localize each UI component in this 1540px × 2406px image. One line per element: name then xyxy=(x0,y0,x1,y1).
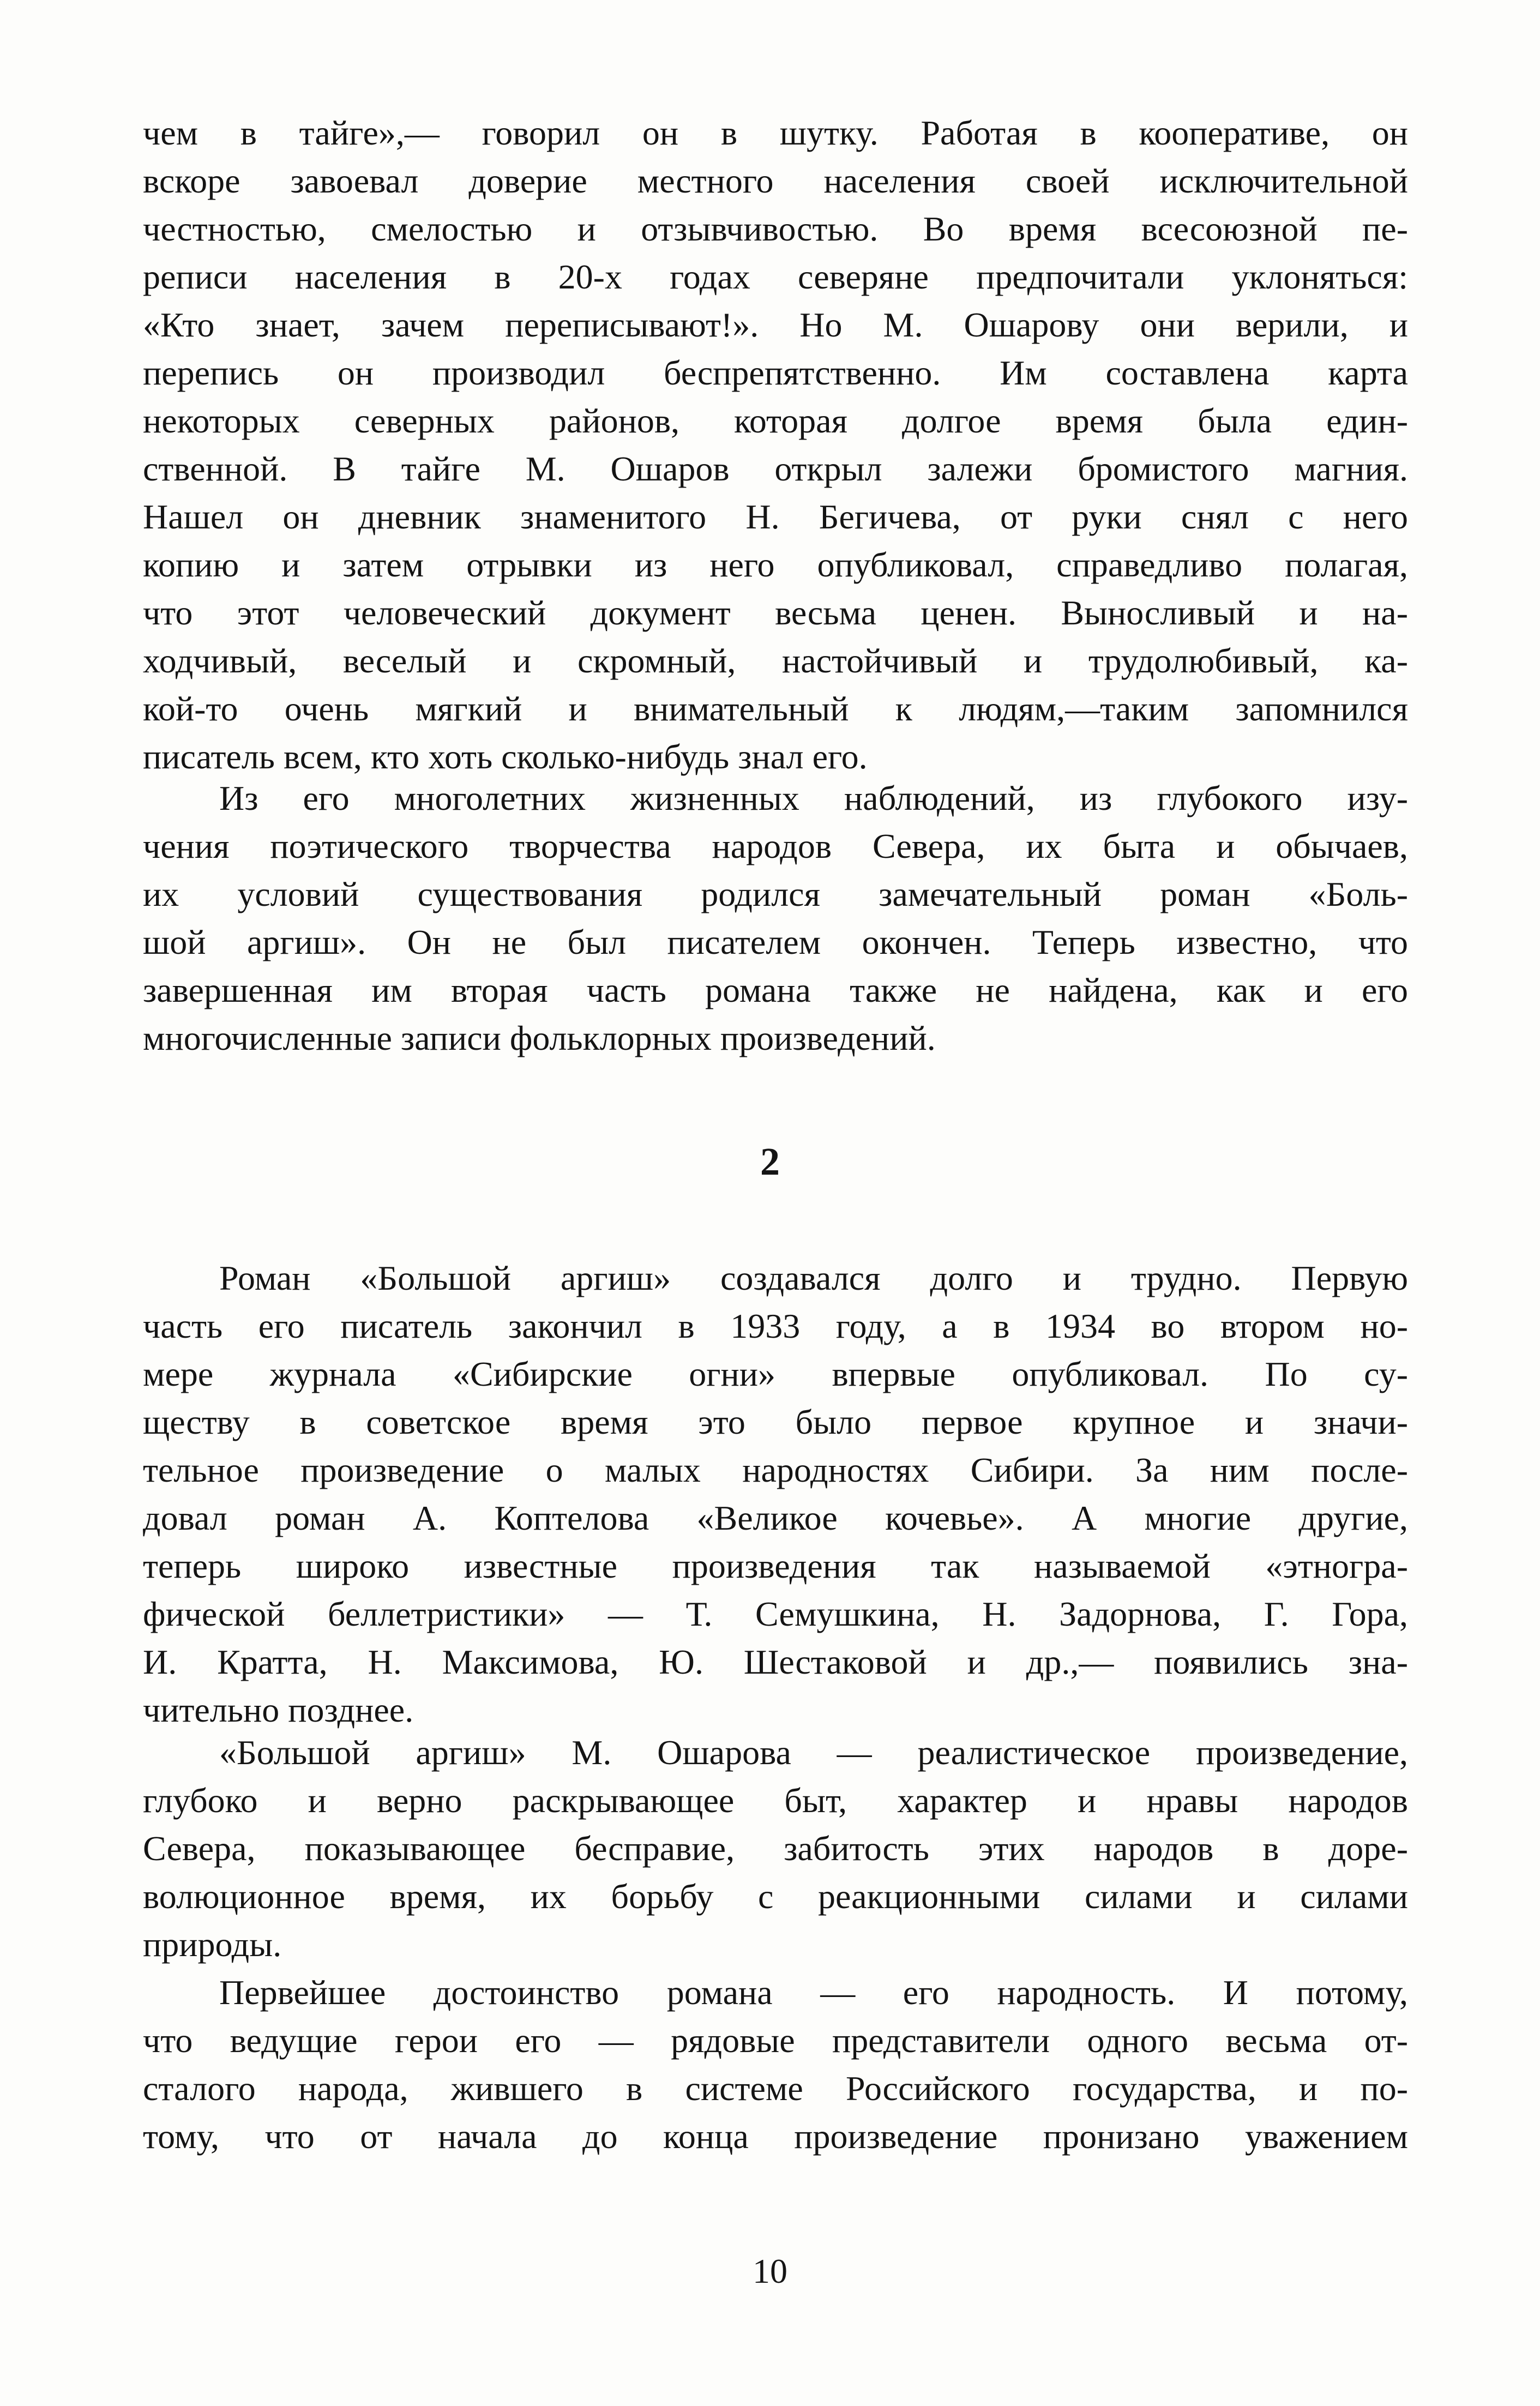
section-number: 2 xyxy=(760,1140,780,1183)
text-line: часть его писатель закончил в 1933 году, а в 1934 во втором но- xyxy=(143,1307,1408,1345)
text-line: И. Кратта, Н. Максимова, Ю. Шестаковой и др.,— появились зна- xyxy=(143,1643,1408,1681)
paragraph-4 xyxy=(143,1729,1408,1969)
text-line: чем в тайге»,— говорил он в шутку. Работая в кооперативе, он xyxy=(143,113,1408,152)
paragraph-5 xyxy=(143,1969,1408,2161)
text-line: кой-то очень мягкий и внимательный к людям,—таким запомнился xyxy=(143,689,1408,728)
text-line: Севера, показывающее бесправие, забитость этих народов в доре- xyxy=(143,1829,1408,1868)
text-line: многочисленные записи фольклорных произведений. xyxy=(143,1019,936,1057)
text-line: что ведущие герои его — рядовые представители одного весьма от- xyxy=(143,2021,1408,2060)
text-line: теперь широко известные произведения так называемой «этногра- xyxy=(143,1547,1408,1585)
text-line: перепись он производил беспрепятственно. Им составлена карта xyxy=(143,353,1408,392)
text-line: честностью, смелостью и отзывчивостью. Во время всесоюзной пе- xyxy=(143,209,1408,248)
text-line: писатель всем, кто хоть сколько-нибудь знал его. xyxy=(143,737,868,776)
text-line: Первейшее достоинство романа — его народность. И потому, xyxy=(219,1973,1408,2012)
text-line: Нашел он дневник знаменитого Н. Бегичева, от руки снял с него xyxy=(143,497,1408,536)
text-line: тельное произведение о малых народностях Сибири. За ним после- xyxy=(143,1451,1408,1489)
text-line: некоторых северных районов, которая долгое время была един- xyxy=(143,401,1408,440)
paragraph-3 xyxy=(143,1254,1408,1734)
text-line: ществу в советское время это было первое крупное и значи- xyxy=(143,1403,1408,1441)
text-line: мере журнала «Сибирские огни» впервые опубликовал. По су- xyxy=(143,1355,1408,1393)
text-line: довал роман А. Коптелова «Великое кочевье». А многие другие, xyxy=(143,1499,1408,1537)
text-line: волюционное время, их борьбу с реакционными силами и силами xyxy=(143,1877,1408,1916)
text-line: сталого народа, жившего в системе Российского государства, и по- xyxy=(143,2069,1408,2108)
text-line: что этот человеческий документ весьма ценен. Выносливый и на- xyxy=(143,593,1408,632)
text-line: чительно позднее. xyxy=(143,1691,414,1729)
text-line: глубоко и верно раскрывающее быт, характер и нравы народов xyxy=(143,1781,1408,1820)
text-line: «Большой аргиш» М. Ошарова — реалистическое произведение, xyxy=(219,1733,1408,1772)
text-line: ходчивый, веселый и скромный, настойчивый и трудолюбивый, ка- xyxy=(143,641,1408,680)
text-line: вскоре завоевал доверие местного населения своей исключительной xyxy=(143,161,1408,200)
text-line: Из его многолетних жизненных наблюдений, из глубокого изу- xyxy=(219,779,1408,817)
text-line: тому, что от начала до конца произведение пронизано уважением xyxy=(143,2117,1408,2156)
text-line: шой аргиш». Он не был писателем окончен. Теперь известно, что xyxy=(143,923,1408,961)
text-line: «Кто знает, зачем переписывают!». Но М. Ошарову они верили, и xyxy=(143,305,1408,344)
text-line: завершенная им вторая часть романа также не найдена, как и его xyxy=(143,971,1408,1009)
text-line: реписи населения в 20-х годах северяне предпочитали уклоняться: xyxy=(143,257,1408,296)
text-line: фической беллетристики» — Т. Семушкина, Н. Задорнова, Г. Гора, xyxy=(143,1595,1408,1633)
text-line: чения поэтического творчества народов Севера, их быта и обычаев, xyxy=(143,827,1408,865)
text-line: природы. xyxy=(143,1925,282,1964)
text-line: их условий существования родился замечательный роман «Боль- xyxy=(143,875,1408,913)
text-line: ственной. В тайге М. Ошаров открыл залежи бромистого магния. xyxy=(143,449,1408,488)
text-line: копию и затем отрывки из него опубликовал, справедливо полагая, xyxy=(143,545,1408,584)
paragraph-2 xyxy=(143,774,1408,1062)
paragraph-1 xyxy=(143,109,1408,781)
text-line: Роман «Большой аргиш» создавался долго и трудно. Первую xyxy=(219,1259,1408,1297)
page-number: 10 xyxy=(753,2252,787,2290)
